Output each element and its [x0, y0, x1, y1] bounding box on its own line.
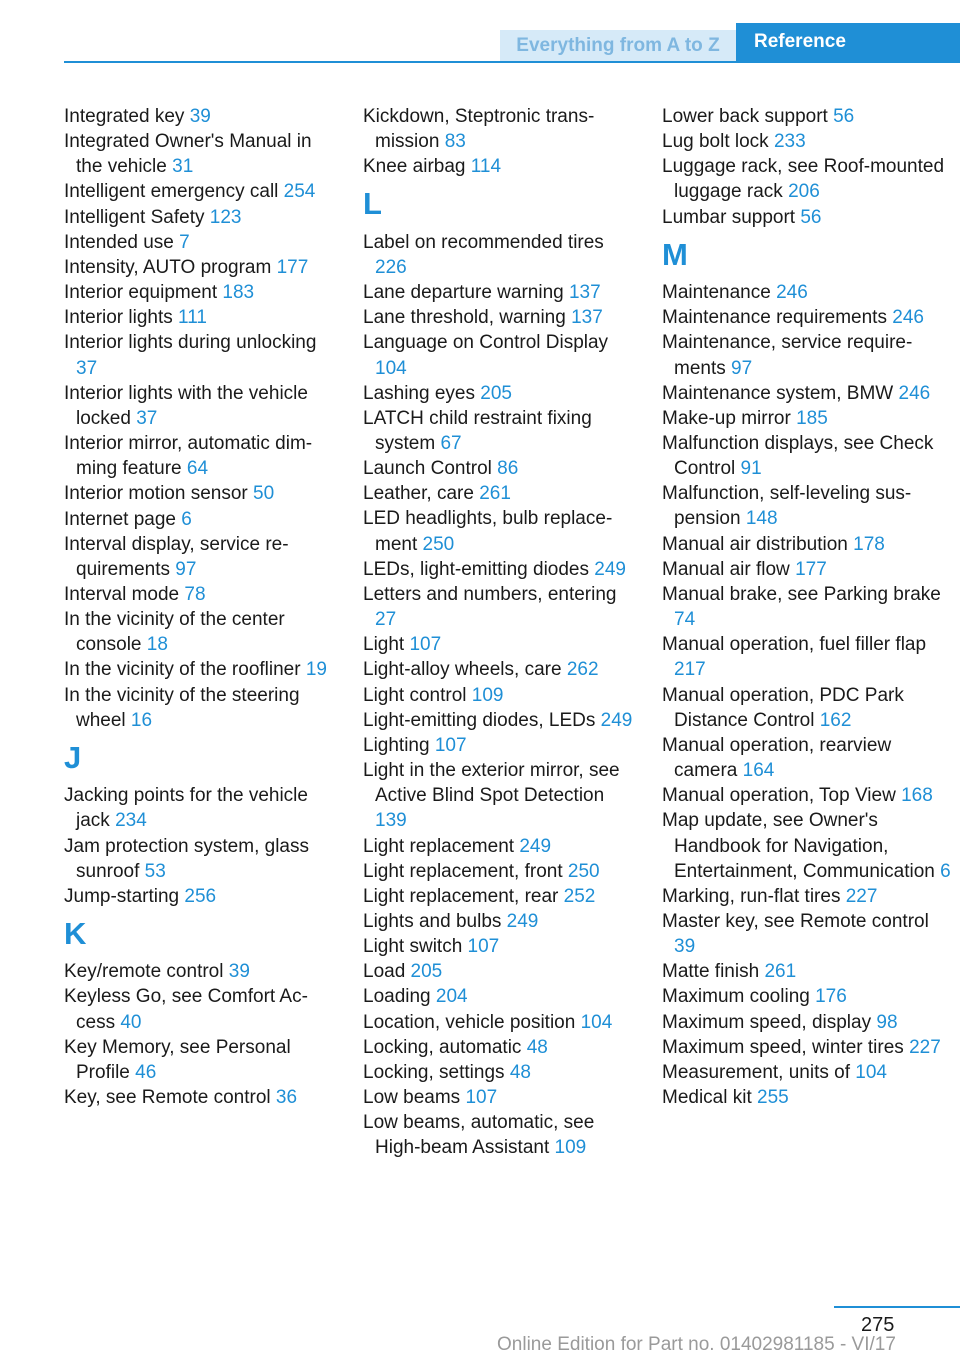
index-page-link[interactable]: 86 — [497, 458, 519, 480]
page-number: 275 — [861, 1314, 895, 1336]
index-entry-term: Lights and bulbs — [363, 910, 507, 932]
index-page-link[interactable]: 234 — [115, 810, 147, 832]
index-entry — [363, 557, 633, 582]
index-entry — [662, 808, 952, 883]
index-entry — [662, 154, 952, 204]
index-entry-term: Manual operation, PDC Park Distance Control — [662, 684, 904, 731]
index-entry-term: Medical kit — [662, 1087, 758, 1109]
index-page-link[interactable]: 249 — [519, 835, 552, 857]
index-entry — [64, 783, 334, 833]
index-page-link[interactable]: 227 — [909, 1036, 941, 1058]
index-page-link[interactable]: 177 — [276, 256, 309, 278]
index-page-link[interactable]: 123 — [209, 206, 242, 228]
index-entry-term: Low beams — [363, 1087, 466, 1109]
index-page-link[interactable]: 233 — [773, 131, 806, 153]
index-page-link[interactable]: 27 — [375, 609, 397, 631]
index-entry-term: Loading — [363, 986, 436, 1008]
index-entry — [662, 1035, 952, 1060]
index-entry — [64, 481, 334, 506]
index-entry — [64, 1035, 334, 1085]
index-page-link[interactable]: 18 — [146, 634, 168, 656]
index-entry — [64, 129, 334, 179]
index-page-link[interactable]: 36 — [275, 1087, 298, 1109]
index-page-link[interactable]: 104 — [855, 1061, 887, 1083]
index-page-link[interactable]: 50 — [253, 483, 275, 505]
index-section-letter: L — [363, 186, 382, 222]
index-entry — [64, 607, 334, 657]
index-entry — [363, 1110, 633, 1160]
index-entry-term: Internet page — [64, 508, 182, 530]
index-entry — [363, 934, 633, 959]
index-entry — [662, 381, 952, 406]
index-page-link[interactable]: 137 — [571, 307, 603, 329]
index-entry — [64, 532, 334, 582]
index-entry — [363, 104, 633, 154]
index-section-letter: J — [64, 739, 82, 775]
index-page-link[interactable]: 254 — [283, 181, 316, 203]
index-entry — [363, 1060, 633, 1085]
index-page-link[interactable]: 148 — [745, 508, 778, 530]
index-page-link[interactable]: 39 — [189, 106, 211, 127]
index-entry — [363, 1010, 633, 1035]
index-entry — [662, 984, 952, 1009]
index-entry-term: Manual operation, rearview camera — [662, 734, 892, 782]
header-section-tab: Everything from A to Z — [500, 30, 736, 61]
index-entry — [363, 884, 633, 909]
index-entry — [662, 330, 952, 380]
index-entry — [64, 330, 334, 380]
index-entry-term: Letters and numbers, entering — [363, 583, 617, 605]
index-entry-term: Maintenance system, BMW — [662, 382, 899, 404]
index-entry-term: Light replacement, rear — [363, 885, 564, 907]
index-page-link[interactable]: 97 — [731, 357, 753, 379]
index-page-link[interactable]: 74 — [674, 609, 696, 631]
index-entry-term: Kickdown, Steptronic transmission — [363, 106, 595, 153]
index-entry — [363, 1085, 633, 1110]
index-page-link[interactable]: 246 — [776, 282, 808, 304]
index-entry — [662, 129, 952, 154]
index-entry — [64, 834, 334, 884]
index-entry-term: Lane threshold, warning — [363, 307, 572, 329]
index-page-link[interactable]: 109 — [554, 1137, 587, 1159]
index-entry-term: Interval display, service requirements — [64, 533, 289, 580]
index-entry-term: Jacking points for the vehicle jack — [64, 785, 308, 832]
index-entry-term: Key Memory, see Personal Profile — [64, 1036, 291, 1083]
index-page-link[interactable]: 185 — [796, 407, 828, 429]
index-entry-term: Integrated Owner's Manual in the vehicle — [64, 131, 312, 178]
index-entry-term: Interior equipment — [64, 282, 223, 304]
index-page-link[interactable]: 91 — [740, 458, 762, 480]
index-page-link[interactable]: 255 — [757, 1087, 789, 1109]
index-entry-term: Measurement, units of — [662, 1061, 856, 1083]
index-entry-term: Interior motion sensor — [64, 483, 254, 505]
index-entry-term: Manual operation, fuel filler flap — [662, 634, 927, 656]
index-page-link[interactable]: 249 — [594, 558, 626, 580]
index-entry-term: Key, see Remote control — [64, 1087, 276, 1109]
index-column-1 — [64, 104, 334, 1110]
index-page-link[interactable]: 31 — [172, 156, 194, 178]
index-page-link[interactable]: 37 — [136, 407, 158, 429]
index-entry — [363, 758, 633, 833]
index-page-link[interactable]: 16 — [130, 709, 153, 731]
index-entry-term: Intensity, AUTO program — [64, 256, 277, 278]
index-entry — [662, 632, 952, 682]
index-page-link[interactable]: 226 — [375, 256, 407, 278]
index-page-link[interactable]: 205 — [480, 382, 512, 404]
index-entry-term: Integrated key — [64, 106, 190, 127]
index-entry-term: Malfunction, self-leveling suspension — [662, 483, 912, 530]
index-entry — [662, 481, 952, 531]
index-page-link[interactable]: 217 — [674, 659, 706, 681]
index-entry — [363, 154, 633, 179]
index-entry — [662, 1085, 952, 1110]
index-page-link[interactable]: 107 — [434, 734, 467, 756]
index-entry-term: Jump-starting — [64, 885, 185, 907]
index-entry-term: Manual air distribution — [662, 533, 854, 555]
index-entry — [64, 959, 334, 984]
index-section-letter: K — [64, 915, 87, 951]
index-entry-term: Lane departure warning — [363, 282, 569, 304]
index-page-link[interactable]: 97 — [175, 558, 197, 580]
index-entry — [662, 783, 952, 808]
index-entry-term: Label on recommended tires — [363, 231, 604, 253]
index-entry — [363, 481, 633, 506]
index-section-letter: M — [662, 236, 688, 272]
index-entry-term: Luggage rack, see Roof-mounted luggage rack — [662, 156, 945, 203]
index-page-link[interactable]: 107 — [467, 936, 500, 958]
index-entry-term: Language on Control Display — [363, 332, 609, 354]
index-entry-term: Light in the exterior mirror, see Active Blind Spot Detection — [363, 760, 620, 807]
index-page-link[interactable]: 48 — [509, 1061, 531, 1083]
index-entry — [64, 431, 334, 481]
index-entry-term: Locking, automatic — [363, 1036, 527, 1058]
index-entry — [363, 657, 633, 682]
index-page-link[interactable]: 83 — [444, 131, 466, 153]
index-entry — [363, 984, 633, 1009]
index-entry — [662, 909, 952, 959]
index-page-link[interactable]: 46 — [135, 1061, 157, 1083]
index-entry — [64, 305, 334, 330]
index-entry — [64, 205, 334, 230]
index-entry-term: Intended use — [64, 231, 180, 253]
index-page-link[interactable]: 67 — [440, 433, 462, 455]
index-page-link[interactable]: 19 — [305, 659, 327, 681]
index-page-link[interactable]: 256 — [184, 885, 217, 907]
index-entry — [363, 909, 633, 934]
index-entry — [363, 632, 633, 657]
index-page-link[interactable]: 261 — [479, 483, 511, 505]
index-entry-term: Lumbar support — [662, 206, 801, 228]
index-column-3 — [662, 104, 952, 1110]
index-entry-term: LEDs, light-emitting diodes — [363, 558, 595, 580]
index-entry — [662, 683, 952, 733]
index-entry-term: Light replacement, front — [363, 860, 568, 882]
index-entry-term: Interior lights — [64, 307, 179, 329]
index-entry — [363, 859, 633, 884]
index-page-link[interactable]: 204 — [435, 986, 468, 1008]
index-entry-term: In the vicinity of the roofliner — [64, 659, 306, 681]
index-entry-term: Light replacement — [363, 835, 520, 857]
header-chapter-tab: Reference — [736, 23, 960, 61]
index-page-link[interactable]: 246 — [892, 307, 924, 329]
index-entry-term: Maintenance, service requirements — [662, 332, 913, 379]
index-entry-term: Maximum speed, winter tires — [662, 1036, 910, 1058]
index-entry — [662, 431, 952, 481]
index-entry-term: Maintenance — [662, 282, 777, 304]
index-entry — [662, 959, 952, 984]
index-entry — [64, 884, 334, 909]
index-entry — [662, 1060, 952, 1085]
index-page-link[interactable]: 261 — [764, 961, 797, 983]
index-page-link[interactable]: 206 — [788, 181, 820, 203]
index-entry — [363, 959, 633, 984]
index-page-link[interactable]: 98 — [876, 1011, 898, 1033]
index-page-link[interactable]: 139 — [375, 810, 407, 832]
index-entry-term: Lashing eyes — [363, 382, 481, 404]
index-page-link[interactable]: 6 — [940, 860, 951, 882]
index-page-link[interactable]: 39 — [674, 936, 696, 958]
index-entry-term: Lighting — [363, 734, 435, 756]
index-entry-term: Interior mirror, automatic dimming feature — [64, 433, 313, 480]
index-page-link[interactable]: 37 — [76, 357, 98, 379]
index-entry — [363, 330, 633, 380]
index-page-link[interactable]: 114 — [470, 156, 502, 178]
index-entry — [363, 230, 633, 280]
index-entry — [363, 1035, 633, 1060]
index-page-link[interactable]: 227 — [845, 885, 878, 907]
index-entry — [662, 884, 952, 909]
index-page-link[interactable]: 249 — [600, 709, 633, 731]
index-page-link[interactable]: 168 — [901, 785, 933, 807]
index-entry — [662, 305, 952, 330]
index-entry — [363, 456, 633, 481]
index-entry-term: Jam protection system, glass sunroof — [64, 835, 309, 882]
index-entry-term: Make-up mirror — [662, 407, 797, 429]
index-entry — [662, 1010, 952, 1035]
index-entry-term: Maximum cooling — [662, 986, 816, 1008]
index-entry — [363, 381, 633, 406]
index-page-link[interactable]: 137 — [568, 282, 601, 304]
index-entry — [662, 532, 952, 557]
index-page-link[interactable]: 53 — [144, 860, 166, 882]
index-entry-term: Keyless Go, see Comfort Access — [64, 986, 308, 1033]
index-entry — [662, 205, 952, 230]
index-entry — [64, 104, 334, 129]
index-entry — [64, 179, 334, 204]
index-page-link[interactable]: 39 — [228, 961, 250, 983]
index-entry — [363, 406, 633, 456]
index-page-link[interactable]: 48 — [526, 1036, 548, 1058]
index-entry-term: Intelligent Safety — [64, 206, 210, 228]
index-entry — [64, 507, 334, 532]
index-entry-term: Master key, see Remote control — [662, 910, 929, 932]
index-page-link[interactable]: 6 — [181, 508, 192, 530]
index-page-link[interactable]: 7 — [179, 231, 190, 253]
index-page-link[interactable]: 164 — [742, 760, 775, 782]
index-entry — [64, 230, 334, 255]
index-column-2 — [363, 104, 633, 1161]
index-entry-term: Launch Control — [363, 458, 498, 480]
index-page-link[interactable]: 176 — [815, 986, 847, 1008]
index-entry-term: Load — [363, 961, 411, 983]
index-entry — [64, 1085, 334, 1110]
index-page-link[interactable]: 104 — [375, 357, 407, 379]
index-page-link[interactable]: 162 — [819, 709, 852, 731]
index-entry-term: Maintenance requirements — [662, 307, 893, 329]
index-entry — [662, 582, 952, 632]
index-entry — [363, 708, 633, 733]
index-entry-term: Manual brake, see Parking brake — [662, 583, 941, 605]
index-entry-term: Interval mode — [64, 583, 185, 605]
index-entry-term: In the vicinity of the center console — [64, 609, 285, 656]
index-page-link[interactable]: 56 — [833, 106, 855, 127]
index-entry — [662, 104, 952, 129]
index-entry-term: Light-alloy wheels, care — [363, 659, 567, 681]
index-entry-term: Manual operation, Top View — [662, 785, 902, 807]
index-entry-term: Location, vehicle position — [363, 1011, 581, 1033]
index-entry — [64, 381, 334, 431]
index-entry — [363, 506, 633, 556]
index-entry-term: Lug bolt lock — [662, 131, 774, 153]
header-rule — [64, 61, 960, 63]
index-page-link[interactable]: 107 — [465, 1087, 498, 1109]
index-entry-term: Light switch — [363, 936, 468, 958]
index-page-link[interactable]: 40 — [120, 1011, 142, 1033]
index-entry — [64, 657, 334, 682]
index-entry-term: Maximum speed, display — [662, 1011, 877, 1033]
index-page-link[interactable]: 178 — [853, 533, 885, 555]
index-entry — [363, 280, 633, 305]
index-entry-term: Low beams, automatic, see High-beam Assistant — [363, 1112, 595, 1159]
index-entry-term: Matte finish — [662, 961, 765, 983]
index-entry-term: Intelligent emergency call — [64, 181, 284, 203]
index-page-link[interactable]: 183 — [222, 282, 255, 304]
index-entry-term: LATCH child restraint fixing system — [363, 407, 592, 455]
index-entry — [662, 733, 952, 783]
index-entry-term: Key/remote control — [64, 961, 229, 983]
index-page-link[interactable]: 64 — [186, 458, 209, 480]
index-page-link[interactable]: 177 — [795, 558, 827, 580]
index-page-link[interactable]: 78 — [184, 583, 206, 605]
index-page-link[interactable]: 262 — [566, 659, 599, 681]
footer-rule — [834, 1306, 960, 1308]
index-entry-term: LED headlights, bulb replacement — [363, 508, 613, 555]
index-entry-term: Interior lights during unlocking — [64, 332, 317, 354]
index-entry — [662, 280, 952, 305]
index-page-link[interactable]: 252 — [563, 885, 596, 907]
index-entry — [363, 683, 633, 708]
index-entry-term: Marking, run-flat tires — [662, 885, 846, 907]
index-entry — [363, 582, 633, 632]
index-entry-term: Locking, settings — [363, 1061, 510, 1083]
index-page-link[interactable]: 104 — [580, 1011, 613, 1033]
index-entry — [363, 733, 633, 758]
index-page-link[interactable]: 111 — [178, 307, 207, 329]
index-entry-term: Knee airbag — [363, 156, 471, 178]
index-entry — [64, 280, 334, 305]
index-entry-term: Leather, care — [363, 483, 480, 505]
index-entry-term: Manual air flow — [662, 558, 796, 580]
index-entry-term: Interior lights with the vehicle locked — [64, 382, 308, 429]
index-entry — [662, 557, 952, 582]
index-entry — [363, 305, 633, 330]
index-entry — [363, 834, 633, 859]
index-entry-term: Light control — [363, 684, 472, 706]
index-entry-term: Malfunction displays, see Check Control — [662, 433, 934, 480]
index-page-link[interactable]: 249 — [506, 910, 539, 932]
index-entry — [64, 582, 334, 607]
index-entry-term: Light — [363, 634, 410, 656]
footer-edition-text: Online Edition for Part no. 01402981185 - VI/17 — [497, 1334, 896, 1355]
index-entry — [64, 255, 334, 280]
index-page-link[interactable]: 205 — [410, 961, 443, 983]
index-entry-term: Map update, see Owner's Handbook for Navigation, Entertainment, Communication — [662, 810, 941, 882]
index-entry-term: In the vicinity of the steering wheel — [64, 684, 300, 731]
index-entry — [64, 984, 334, 1034]
index-page-link[interactable]: 109 — [471, 684, 504, 706]
index-page-link[interactable]: 107 — [409, 634, 442, 656]
index-page-link[interactable]: 250 — [422, 533, 455, 555]
index-entry — [662, 406, 952, 431]
index-page-link[interactable]: 250 — [567, 860, 600, 882]
index-entry-term: Light-emitting diodes, LEDs — [363, 709, 601, 731]
index-entry — [64, 683, 334, 733]
index-entry-term: Lower back support — [662, 106, 834, 127]
index-page-link[interactable]: 246 — [898, 382, 931, 404]
index-page-link[interactable]: 56 — [800, 206, 822, 228]
